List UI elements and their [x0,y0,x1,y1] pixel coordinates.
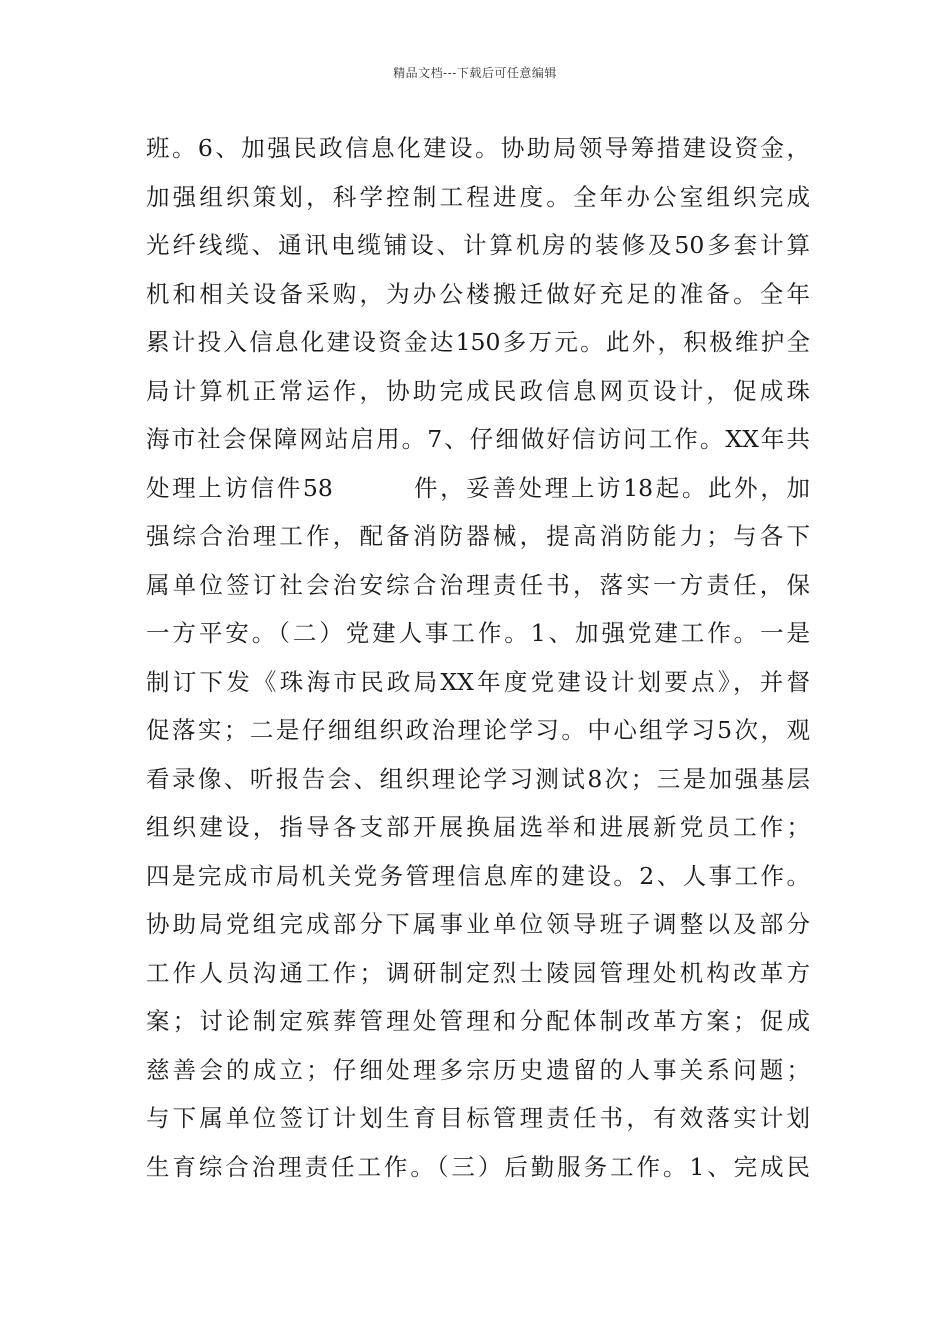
text-line: 累计投入信息化建设资金达150多万元。此外，积极维护全 [146,328,810,356]
text-line: 制订下发《珠海市民政局XX年度党建设计划要点》，并督 [146,667,810,696]
document-body [146,124,810,1191]
text-line: 班。6、加强民政信息化建设。协助局领导筹措建设资金， [146,134,810,162]
text-line: 一方平安。（二）党建人事工作。1、加强党建工作。一是 [146,619,810,647]
text-line: 组织建设，指导各支部开展换届选举和进展新党员工作； [146,813,810,841]
text-line: 机和相关设备采购，为办公楼搬迁做好充足的准备。全年 [146,279,810,308]
text-line: 促落实；二是仔细组织政治理论学习。中心组学习5次，观 [146,716,810,744]
text-line: 案；讨论制定殡葬管理处管理和分配体制改革方案；促成 [146,1007,810,1035]
page-header: 精品文档---下载后可任意编辑 [393,66,557,80]
text-line: 看录像、听报告会、组织理论学习测试8次；三是加强基层 [146,764,810,793]
text-line: 局计算机正常运作，协助完成民政信息网页设计，促成珠 [146,376,810,405]
text-line: 协助局党组完成部分下属事业单位领导班子调整以及部分 [146,910,810,938]
text-line: 慈善会的成立；仔细处理多宗历史遗留的人事关系问题； [146,1055,810,1084]
text-line: 属单位签订社会治安综合治理责任书，落实一方责任，保 [146,570,810,599]
text-line: 四是完成市局机关党务管理信息库的建设。2、人事工作。 [146,861,810,890]
text-line: 工作人员沟通工作；调研制定烈士陵园管理处机构改革方 [146,958,810,987]
text-line: 生育综合治理责任工作。（三）后勤服务工作。1、完成民 [146,1152,810,1181]
text-line: 强综合治理工作，配备消防器械，提高消防能力；与各下 [146,522,810,550]
text-line: 光纤线缆、通讯电缆铺设、计算机房的装修及50多套计算 [146,231,810,259]
text-line: 处理上访信件58 件，妥善处理上访18起。此外，加 [146,473,810,502]
text-line: 与下属单位签订计划生育目标管理责任书，有效落实计划 [146,1104,810,1132]
text-line: 海市社会保障网站启用。7、仔细做好信访问工作。XX年共 [146,425,810,453]
text-line: 加强组织策划，科学控制工程进度。全年办公室组织完成 [146,182,810,211]
